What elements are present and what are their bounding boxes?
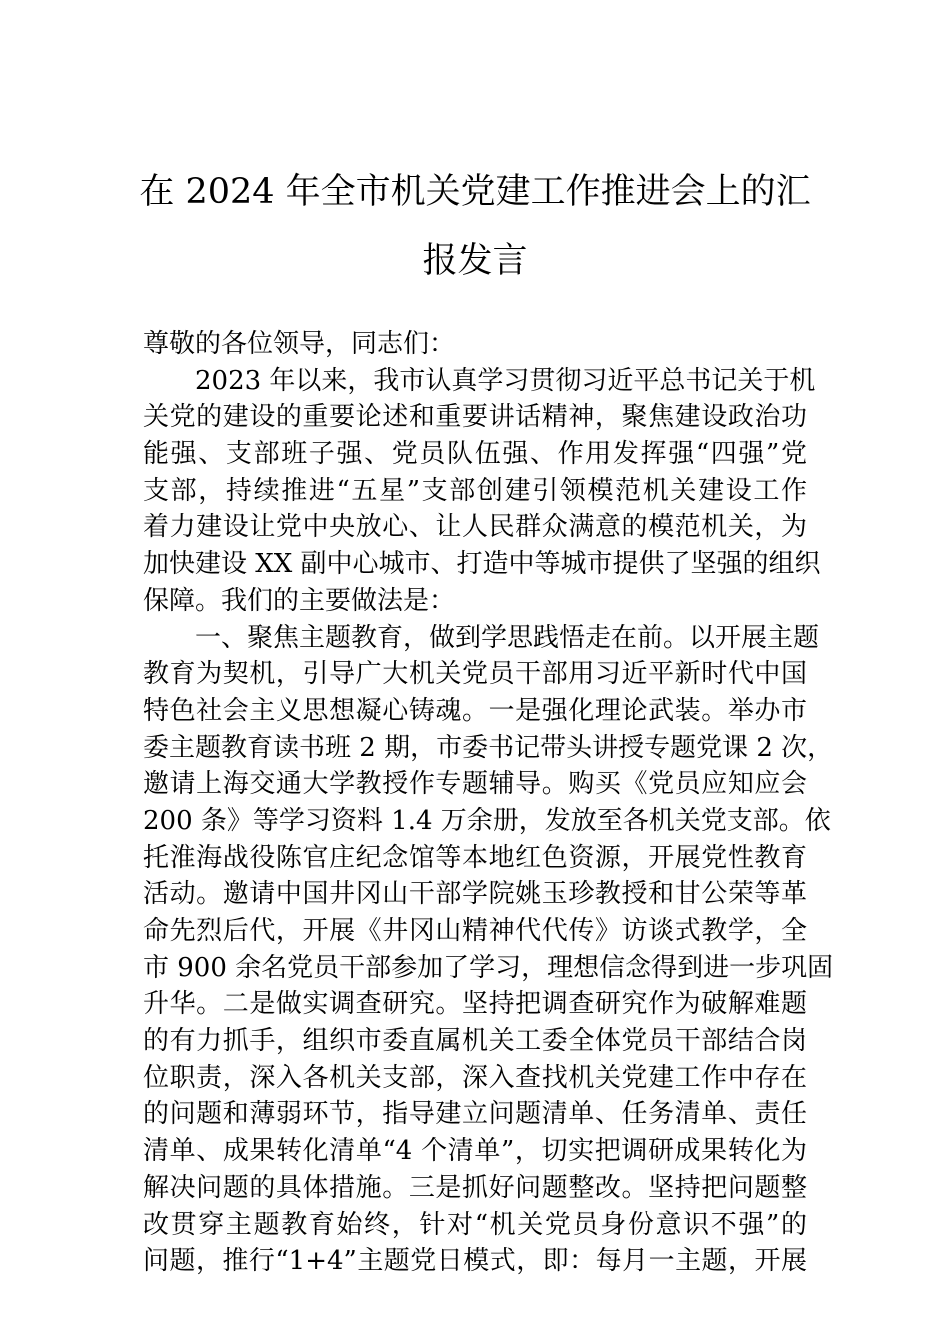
paragraph-line: 关党的建设的重要论述和重要讲话精神，聚焦建设政治功	[143, 402, 807, 433]
paragraph-line: 问题，推行“1+4”主题党日模式，即：每月一主题，开展	[143, 1246, 807, 1277]
paragraph-line: 200 条》等学习资料 1.4 万余册，发放至各机关党支部。依	[143, 805, 831, 836]
paragraph-line: 升华。二是做实调查研究。坚持把调查研究作为破解难题	[143, 989, 807, 1020]
paragraph-line: 能强、支部班子强、党员队伍强、作用发挥强“四强”党	[143, 439, 807, 470]
title-line-2: 报发言	[422, 241, 528, 281]
paragraph-line: 委主题教育读书班 2 期，市委书记带头讲授专题党课 2 次，	[143, 732, 834, 763]
paragraph-line: 特色社会主义思想凝心铸魂。一是强化理论武装。举办市	[143, 695, 807, 726]
salutation: 尊敬的各位领导，同志们：	[143, 329, 456, 359]
paragraph-line: 命先烈后代，开展《井冈山精神代代传》访谈式教学，全	[143, 916, 807, 946]
paragraph-line: 2023 年以来，我市认真学习贯彻习近平总书记关于机	[195, 365, 816, 396]
paragraph-line: 清单、成果转化清单“4 个清单”，切实把调研成果转化为	[143, 1136, 807, 1167]
paragraph-line: 教育为契机，引导广大机关党员干部用习近平新时代中国	[143, 659, 807, 690]
paragraph-line: 的问题和薄弱环节，指导建立问题清单、任务清单、责任	[143, 1099, 807, 1130]
paragraph-line: 一、聚焦主题教育，做到学思践悟走在前。以开展主题	[195, 622, 820, 653]
paragraph-line: 解决问题的具体措施。三是抓好问题整改。坚持把问题整	[143, 1172, 807, 1203]
paragraph-line: 支部，持续推进“五星”支部创建引领模范机关建设工作	[143, 475, 807, 506]
paragraph-line: 市 900 余名党员干部参加了学习，理想信念得到进一步巩固	[143, 952, 834, 983]
paragraph-line: 托淮海战役陈官庄纪念馆等本地红色资源，开展党性教育	[143, 842, 807, 873]
paragraph-line: 的有力抓手，组织市委直属机关工委全体党员干部结合岗	[143, 1026, 807, 1057]
paragraph-line: 位职责，深入各机关支部，深入查找机关党建工作中存在	[143, 1062, 807, 1093]
title-line-1: 在 2024 年全市机关党建工作推进会上的汇	[139, 172, 811, 212]
paragraph-line: 加快建设 XX 副中心城市、打造中等城市提供了坚强的组织	[143, 549, 821, 580]
paragraph-line: 改贯穿主题教育始终，针对“机关党员身份意识不强”的	[143, 1209, 807, 1240]
paragraph-line: 活动。邀请中国井冈山干部学院姚玉珍教授和甘公荣等革	[143, 879, 807, 910]
document-body	[143, 326, 834, 1280]
paragraph-line: 保障。我们的主要做法是：	[143, 585, 456, 616]
document-title	[120, 158, 830, 296]
paragraph-line: 着力建设让党中央放心、让人民群众满意的模范机关，为	[143, 512, 807, 543]
paragraph-line: 邀请上海交通大学教授作专题辅导。购买《党员应知应会	[143, 769, 807, 800]
